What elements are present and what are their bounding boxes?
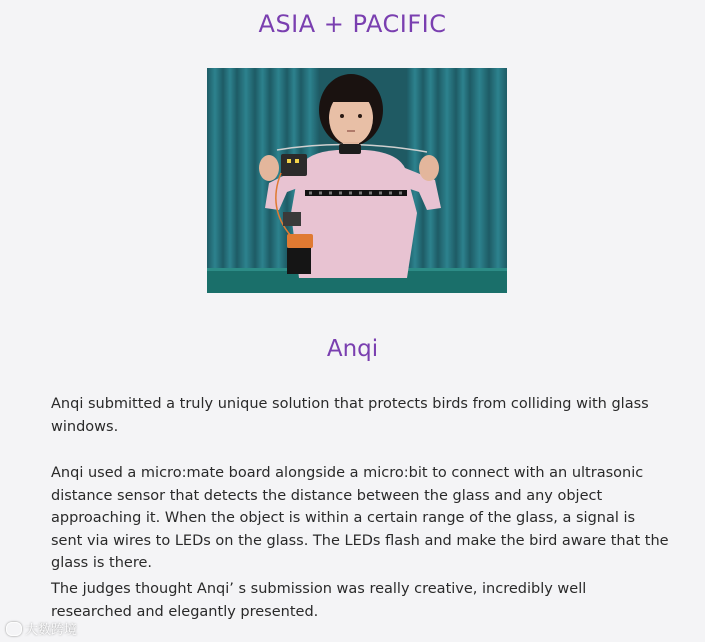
description-paragraph: Anqi submitted a truly unique solution that protects birds from colliding with glass windows. [51, 396, 649, 435]
winner-name: Anqi [326, 336, 379, 362]
watermark-text: 大数跨境 [25, 623, 78, 638]
winner-photo-illustration [207, 68, 507, 293]
watermark [6, 619, 77, 638]
section-title: ASIA + PACIFIC [258, 10, 447, 38]
description-paragraph: The judges thought Anqi’ s submission was really creative, incredibly well researched and elegantly presented. [51, 581, 587, 620]
winner-photo [207, 68, 507, 293]
description-paragraph: Anqi used a micro:mate board alongside a micro:bit to connect with an ultrasonic distance sensor that detects the distance between the glass and any object approaching it. When the object is within a certain range of the glass, a signal is sent via wires to LEDs on the glass. The LEDs flash and make the bird aware that the glass is there. [51, 465, 669, 571]
watermark-logo-icon [6, 622, 22, 636]
